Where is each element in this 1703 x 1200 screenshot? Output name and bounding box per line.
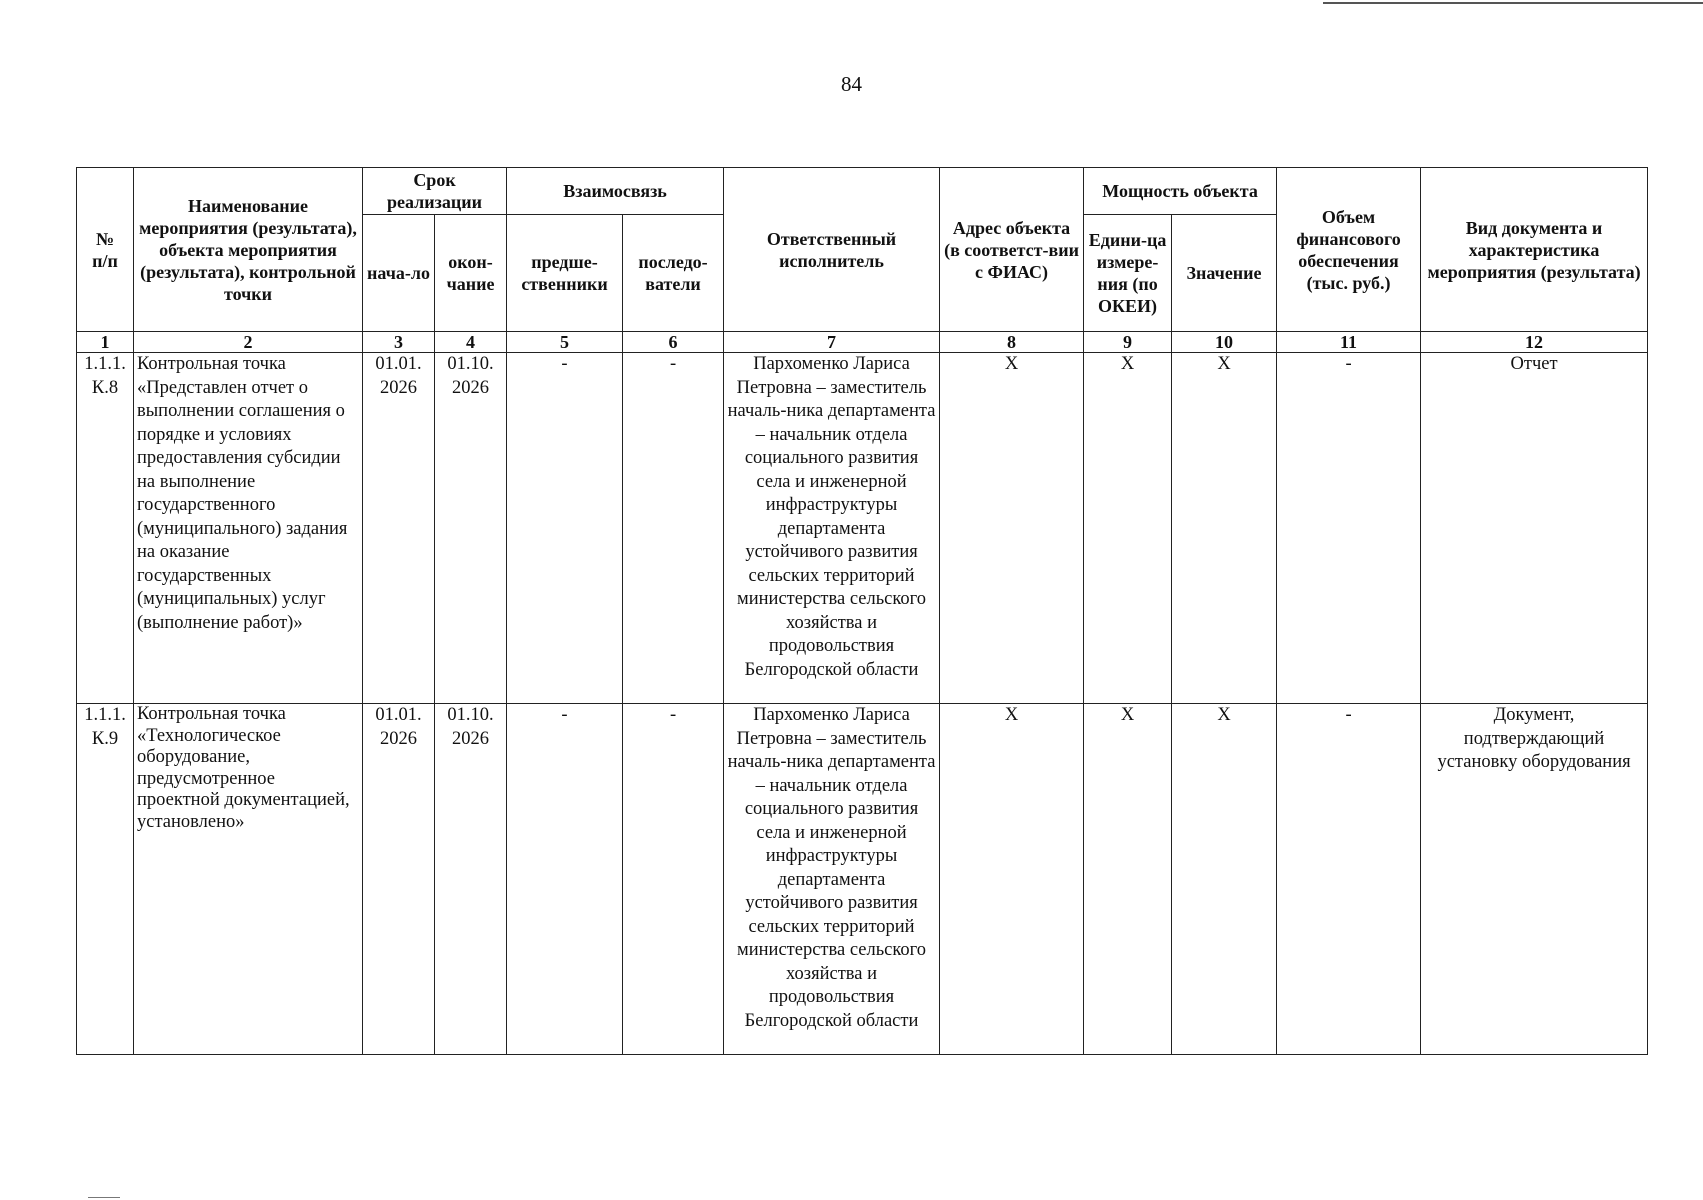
row-successors: - [623, 353, 724, 704]
header-capacity-unit: Едини-ца измере-ния (по ОКЕИ) [1084, 215, 1172, 332]
row-end-date: 01.10. 2026 [435, 704, 507, 1055]
header-address: Адрес объекта (в соответст-вии с ФИАС) [940, 168, 1084, 332]
table-row [77, 704, 1648, 1055]
header-row-1 [77, 168, 1648, 215]
table-row [77, 353, 1648, 704]
column-number: 1 [77, 332, 134, 353]
row-successors: - [623, 704, 724, 1055]
column-number: 2 [134, 332, 363, 353]
column-number: 4 [435, 332, 507, 353]
page-number: 84 [841, 72, 862, 96]
column-number: 11 [1277, 332, 1421, 353]
column-number: 3 [363, 332, 435, 353]
scan-mark [88, 1197, 120, 1198]
row-unit: X [1084, 353, 1172, 704]
column-number: 5 [507, 332, 623, 353]
column-number: 6 [623, 332, 724, 353]
row-end-date: 01.10. 2026 [435, 353, 507, 704]
row-start-date: 01.01. 2026 [363, 704, 435, 1055]
row-number: 1.1.1. К.8 [77, 353, 134, 704]
header-capacity-value: Значение [1172, 215, 1277, 332]
row-name: Контрольная точка «Представлен отчет о выполнении соглашения о порядке и условиях предоставления субсидии на выполнение государственного (муниципального) задания на оказание государственных (муниципальных) услуг (выполнение работ)» [134, 353, 363, 704]
column-number: 10 [1172, 332, 1277, 353]
row-unit: X [1084, 704, 1172, 1055]
row-funding: - [1277, 353, 1421, 704]
header-doc-type: Вид документа и характеристика мероприятия (результата) [1421, 168, 1648, 332]
scan-edge-line [1323, 2, 1703, 4]
row-doc-type: Отчет [1421, 353, 1648, 704]
header-num: № п/п [77, 168, 134, 332]
header-responsible: Ответственный исполнитель [724, 168, 940, 332]
header-funding: Объем финансового обеспечения (тыс. руб.) [1277, 168, 1421, 332]
header-name: Наименование мероприятия (результата), объекта мероприятия (результата), контрольной точки [134, 168, 363, 332]
row-start-date: 01.01. 2026 [363, 353, 435, 704]
row-predecessors: - [507, 704, 623, 1055]
header-term-start: нача-ло [363, 215, 435, 332]
row-number: 1.1.1. К.9 [77, 704, 134, 1055]
row-value: X [1172, 704, 1277, 1055]
header-term-end: окон-чание [435, 215, 507, 332]
row-responsible: Пархоменко Лариса Петровна – заместитель началь-ника департамента – начальник отдела социального развития села и инженерной инфраструктуры департамента устойчивого развития сельских территорий министерства сельского хозяйства и продовольствия Белгородской области [724, 353, 940, 704]
header-capacity: Мощность объекта [1084, 168, 1277, 215]
row-funding: - [1277, 704, 1421, 1055]
header-term: Срок реализации [363, 168, 507, 215]
column-number: 8 [940, 332, 1084, 353]
row-doc-type: Документ, подтверждающий установку оборудования [1421, 704, 1648, 1055]
row-address: X [940, 704, 1084, 1055]
header-link-next: последо-ватели [623, 215, 724, 332]
row-address: X [940, 353, 1084, 704]
header-link: Взаимосвязь [507, 168, 724, 215]
column-number: 9 [1084, 332, 1172, 353]
row-predecessors: - [507, 353, 623, 704]
column-number: 7 [724, 332, 940, 353]
row-responsible: Пархоменко Лариса Петровна – заместитель началь-ника департамента – начальник отдела социального развития села и инженерной инфраструктуры департамента устойчивого развития сельских территорий министерства сельского хозяйства и продовольствия Белгородской области [724, 704, 940, 1055]
column-number-row [77, 332, 1648, 353]
header-link-prev: предше-ственники [507, 215, 623, 332]
plan-table [76, 167, 1648, 1055]
column-number: 12 [1421, 332, 1648, 353]
row-value: X [1172, 353, 1277, 704]
row-name: Контрольная точка «Технологическое оборудование, предусмотренное проектной документацией, установлено» [134, 704, 363, 1055]
